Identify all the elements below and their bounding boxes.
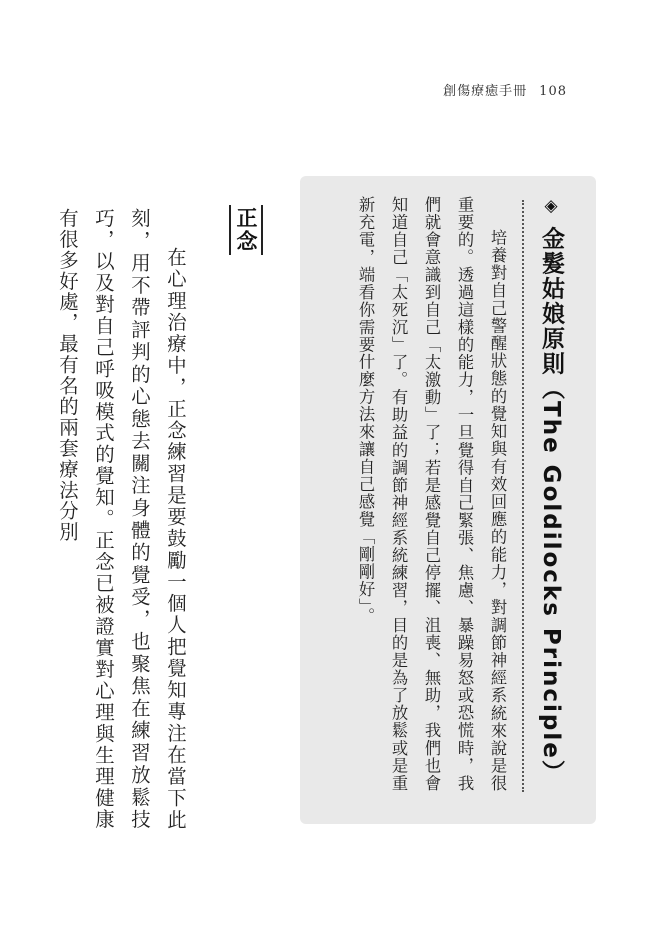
section-heading: 正念 — [229, 205, 263, 255]
sidebar-title-text: 金髮姑娘原則 — [538, 226, 564, 377]
sidebar-title — [535, 196, 568, 816]
sidebar-box — [300, 176, 596, 824]
sidebar-title-latin: （The Goldilocks Principle） — [538, 376, 564, 785]
dotted-divider — [522, 200, 524, 792]
running-head — [443, 80, 567, 99]
sidebar-body: 培養對自己警醒狀態的覺知與有效回應的能力，對調節神經系統來說是很重要的。透過這樣的能力，一旦覺得自己緊張、焦慮、暴躁易怒或恐慌時，我們就會意識到自己「太激動」了；若是感覺自己停擺、沮喪、無助，我們也會知道自己「太死沉」了。有助益的調節神經系統練習，目的是為了放鬆或是重新充電，端看你需要什麼方法來讓自己感覺「剛剛好」。 — [356, 196, 507, 792]
page-number: 108 — [539, 84, 567, 99]
book-title: 創傷療癒手冊 — [443, 84, 528, 99]
section-body: 在心理治療中，正念練習是要鼓勵一個人把覺知專注在當下此刻，用不帶評判的心態去關注身體的覺受，也聚焦在練習放鬆技巧，以及對自己呼吸模式的覺知。正念已被證實對心理與生理健康有很多好處，最有名的兩套療法分別 — [56, 208, 187, 830]
diamond-icon: ◈ — [541, 196, 561, 216]
